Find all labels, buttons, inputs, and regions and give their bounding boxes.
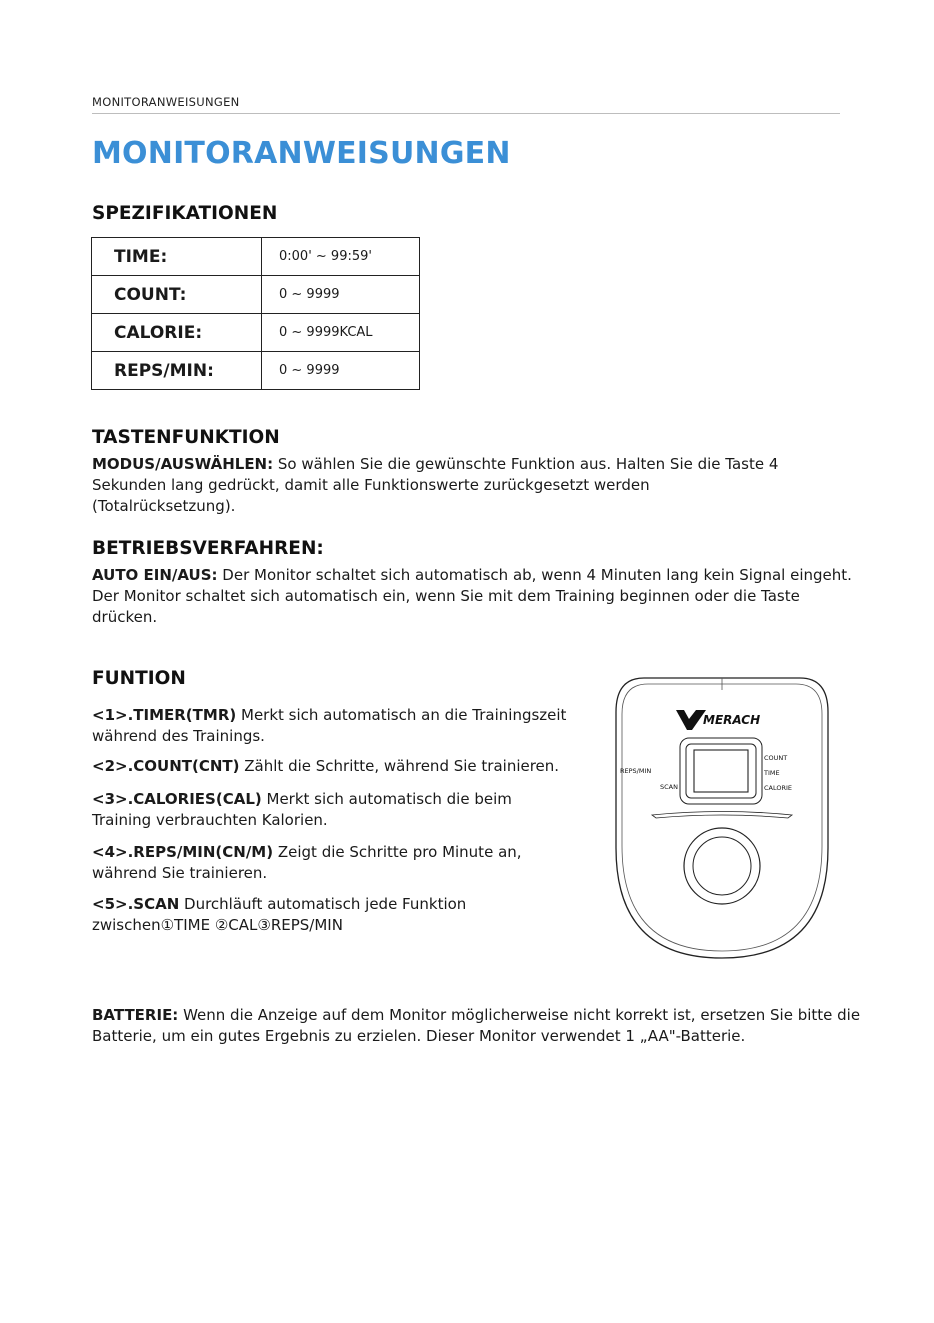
function-text: Merkt sich automatisch die beim Training verbrauchten Kalorien. [92,790,512,829]
spec-value: 0 ~ 9999 [262,276,420,314]
spec-value: 0:00' ~ 99:59' [262,238,420,276]
label-calorie: CALORIE [764,784,793,792]
function-item-scan [92,894,532,936]
keys-term: MODUS/AUSWÄHLEN: [92,455,274,473]
keys-text: So wählen Sie die gewünschte Funktion aus. Halten Sie die Taste 4 Sekunden lang gedrückt, damit alle Funktionswerte zurückgesetzt werden (Totalrücksetzung). [92,455,779,515]
function-item-calories [92,789,552,831]
battery-text: Wenn die Anzeige auf dem Monitor möglicherweise nicht korrekt ist, ersetzen Sie bitte die Batterie, um ein gutes Ergebnis zu erzielen. Dieser Monitor verwendet 1 „AA"-Batterie. [92,1006,861,1045]
battery-paragraph [92,1005,882,1047]
specs-heading: SPEZIFIKATIONEN [92,203,278,224]
spec-value: 0 ~ 9999KCAL [262,314,420,352]
running-header: MONITORANWEISUNGEN [92,95,240,109]
operation-text: Der Monitor schaltet sich automatisch ab, wenn 4 Minuten lang kein Signal eingeht. Der Monitor schaltet sich automatisch ein, wenn Sie mit dem Training beginnen oder die Taste drücken. [92,566,852,626]
spec-row-count [92,276,420,314]
function-text: Merkt sich automatisch an die Trainingszeit während des Trainings. [92,706,567,745]
page-title: MONITORANWEISUNGEN [92,136,511,171]
function-item-count [92,756,602,777]
spec-row-reps-min [92,352,420,390]
spec-label: REPS/MIN: [92,352,262,390]
label-count: COUNT [764,754,788,762]
monitor-illustration [614,672,830,962]
function-term: <2>.COUNT(CNT) [92,757,240,775]
header-divider [92,113,840,114]
functions-heading: FUNTION [92,668,186,689]
function-text: Durchläuft automatisch jede Funktion zwischen①TIME ②CAL③REPS/MIN [92,895,467,934]
label-reps-min: REPS/MIN [620,767,652,775]
mode-button-icon [693,837,751,895]
function-term: <4>.REPS/MIN(CN/M) [92,843,274,861]
battery-term: BATTERIE: [92,1006,179,1024]
spec-label: CALORIE: [92,314,262,352]
brand-label: MERACH [703,713,761,727]
operation-term: AUTO EIN/AUS: [92,566,218,584]
function-term: <5>.SCAN [92,895,180,913]
label-time: TIME [764,769,780,777]
spec-label: COUNT: [92,276,262,314]
function-text: Zeigt die Schritte pro Minute an, während Sie trainieren. [92,843,522,882]
operation-paragraph [92,565,852,628]
function-text: Zählt die Schritte, während Sie trainieren. [239,757,560,775]
function-term: <3>.CALORIES(CAL) [92,790,262,808]
function-item-timer [92,705,602,747]
function-item-reps-min [92,842,562,884]
function-term: <1>.TIMER(TMR) [92,706,237,724]
keys-heading: TASTENFUNKTION [92,427,280,448]
specs-table [91,237,420,390]
label-scan: SCAN [660,783,678,791]
lcd-screen [694,750,748,792]
operation-heading: BETRIEBSVERFAHREN: [92,538,324,559]
spec-row-calorie [92,314,420,352]
spec-value: 0 ~ 9999 [262,352,420,390]
spec-label: TIME: [92,238,262,276]
keys-paragraph [92,454,782,517]
spec-row-time [92,238,420,276]
